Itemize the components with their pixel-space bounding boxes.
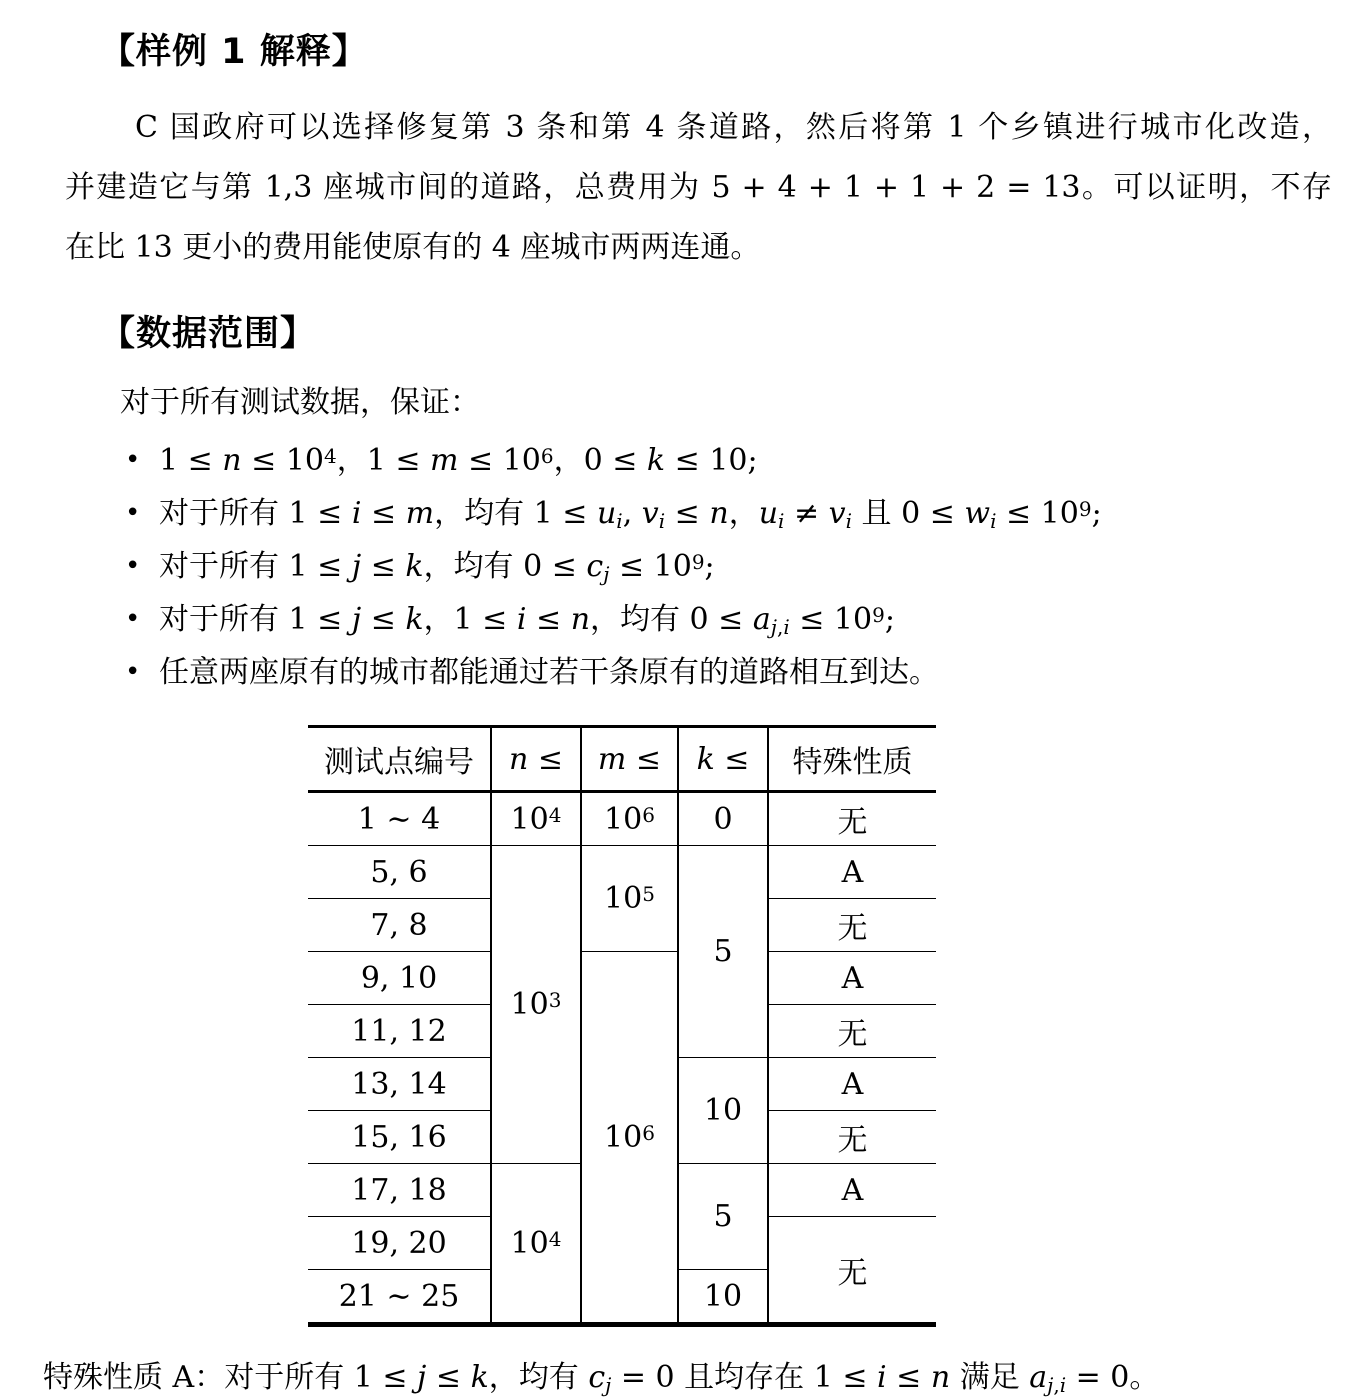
bullet-icon: • — [125, 445, 141, 475]
table-cell: 21 ∼ 25 — [308, 1270, 491, 1325]
table-body — [308, 792, 936, 1325]
constraint-item — [125, 646, 1332, 699]
table-cell: 10 — [678, 1270, 768, 1325]
section-title-sample-explanation: 【样例 1 解释】 — [100, 32, 368, 72]
constraints-intro: 对于所有测试数据，保证： — [120, 385, 480, 420]
constraint-text: $1 \le n \le 10^4$，$1 \le m \le 10^6$，0 ≤ k ≤ 10; — [159, 443, 758, 478]
table-cell: $10^3$ — [491, 846, 581, 1164]
table-cell: $10^6$ — [581, 952, 678, 1325]
constraint-text: 任意两座原有的城市都能通过若干条原有的道路相互到达。 — [159, 655, 939, 690]
table-cell: 无 — [768, 1005, 936, 1058]
table-cell: $10^4$ — [491, 1164, 581, 1325]
table-cell: 无 — [768, 1111, 936, 1164]
table-cell: 17, 18 — [308, 1164, 491, 1217]
table-cell: 9, 10 — [308, 952, 491, 1005]
table-cell: A — [768, 1058, 936, 1111]
paragraph-line: 在比 13 更小的费用能使原有的 4 座城市两两连通。 — [65, 230, 761, 265]
table-cell: A — [768, 846, 936, 899]
column-header-special: 特殊性质 — [768, 727, 936, 792]
table-cell: $10^4$ — [491, 792, 581, 846]
table-cell: 13, 14 — [308, 1058, 491, 1111]
table-cell: 1 ∼ 4 — [308, 792, 491, 846]
paragraph-line: 并建造它与第 1,3 座城市间的道路，总费用为 5 + 4 + 1 + 1 + 2 = 13。可以证明，不存 — [65, 170, 1332, 205]
table-cell: 19, 20 — [308, 1217, 491, 1270]
paragraph-line: C 国政府可以选择修复第 3 条和第 4 条道路，然后将第 1 个乡镇进行城市化改造， — [135, 110, 1332, 145]
constraints-list — [65, 434, 1332, 699]
table-cell: A — [768, 952, 936, 1005]
table-cell: 5 — [678, 846, 768, 1058]
bullet-icon: • — [125, 657, 141, 687]
bullet-icon: • — [125, 551, 141, 581]
table-header-row — [308, 727, 936, 792]
constraint-item — [125, 540, 1332, 593]
column-header-testcase: 测试点编号 — [308, 727, 491, 792]
table-cell: 0 — [678, 792, 768, 846]
table-cell: 无 — [768, 1217, 936, 1325]
testcase-table — [308, 725, 936, 1327]
table-cell: 7, 8 — [308, 899, 491, 952]
table-cell: A — [768, 1164, 936, 1217]
column-header-k: k ≤ — [678, 727, 768, 792]
constraint-item — [125, 593, 1332, 646]
table-cell: 5 — [678, 1164, 768, 1270]
column-header-n: n ≤ — [491, 727, 581, 792]
constraint-text: 对于所有 1 ≤ i ≤ m，均有 $1 \le u_i$, $v_i \le n$，$u_i \ne v_i$ 且 $0 \le w_i \le 10^9$; — [159, 496, 1102, 533]
table-cell: 15, 16 — [308, 1111, 491, 1164]
bullet-icon: • — [125, 498, 141, 528]
constraint-text: 对于所有 1 ≤ j ≤ k，1 ≤ i ≤ n，均有 $0 \le a_{j,i} \le 10^9$; — [159, 602, 895, 639]
constraint-text: 对于所有 1 ≤ j ≤ k，均有 $0 \le c_j \le 10^9$; — [159, 549, 715, 586]
column-header-m: m ≤ — [581, 727, 678, 792]
table-cell: 无 — [768, 792, 936, 846]
table-cell: 10 — [678, 1058, 768, 1164]
table-cell: $10^6$ — [581, 792, 678, 846]
table-cell: 11, 12 — [308, 1005, 491, 1058]
bullet-icon: • — [125, 604, 141, 634]
special-property-note: 特殊性质 A：对于所有 1 ≤ j ≤ k，均有 $c_j = 0$ 且均存在 1 ≤ i ≤ n 满足 $a_{j,i} = 0$。 — [43, 1360, 1160, 1397]
section-title-data-range: 【数据范围】 — [100, 314, 317, 354]
constraint-item — [125, 487, 1332, 540]
table-cell: 5, 6 — [308, 846, 491, 899]
table-row — [308, 792, 936, 846]
sample-explanation-paragraph — [65, 98, 1332, 278]
table-row — [308, 846, 936, 899]
table-cell: 无 — [768, 899, 936, 952]
constraint-item — [125, 434, 1332, 487]
table-row — [308, 952, 936, 1005]
table-cell: $10^5$ — [581, 846, 678, 952]
